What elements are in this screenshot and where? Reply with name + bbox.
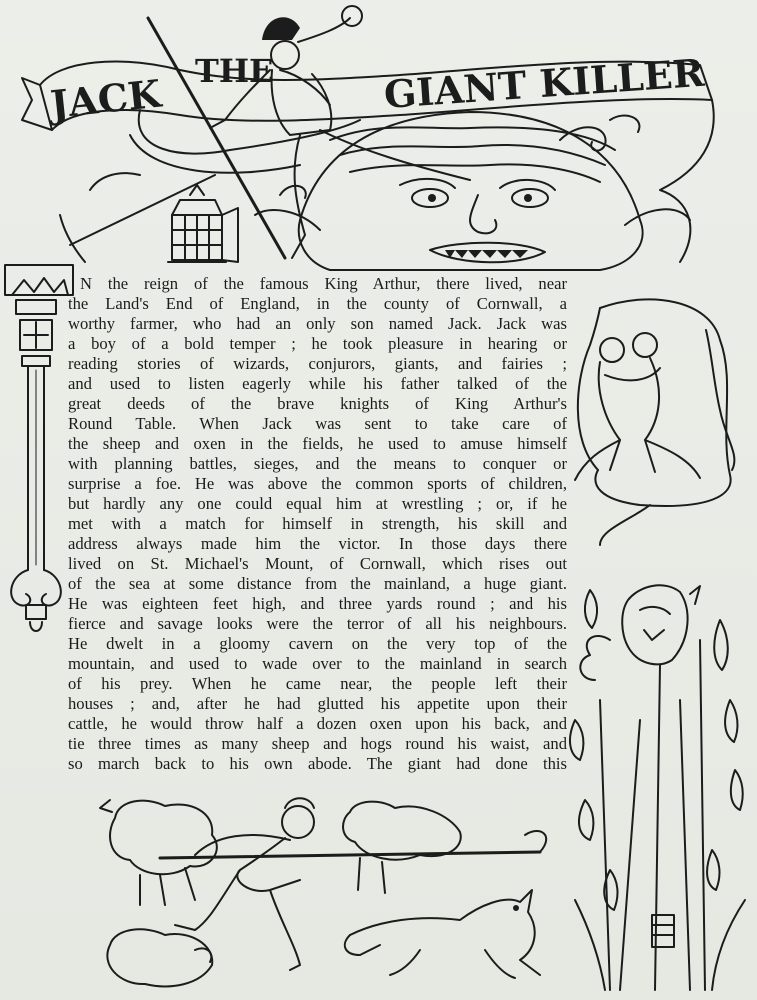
text-line: lived on St. Michael's Mount, of Cornwall, which rises out (68, 554, 567, 573)
text-line: He dwelt in a gloomy cavern on the very top of the (68, 634, 567, 653)
text-line: tie three times as many sheep and hogs round his waist, and (68, 734, 567, 753)
text-line: so march back to his own abode. The giant had done this (68, 754, 567, 773)
text-line: great deeds of the brave knights of King Arthur's (68, 394, 567, 413)
text-line: Round Table. When Jack was sent to take care of (68, 414, 567, 433)
text-line: of his prey. When he came near, the people left their (68, 674, 567, 693)
text-line: the Land's End of England, in the county of Cornwall, a (68, 294, 567, 313)
text-line: address always made him the victor. In those days there (68, 534, 567, 553)
title-word-the: THE (195, 52, 274, 90)
text-line: mountain, and used to wade over to the mainland in search (68, 654, 567, 673)
title-word-jack: JACK (48, 70, 164, 127)
text-line: with planning battles, sieges, and the means to conquer or (68, 454, 567, 473)
text-line: surprise a foe. He was above the common sports of children, (68, 474, 567, 493)
text-line: N the reign of the famous King Arthur, there lived, near (80, 274, 567, 293)
text-line: fierce and savage looks were the terror of all his neighbours. (68, 614, 567, 633)
text-line: and used to listen eagerly while his father talked of the (68, 374, 567, 393)
text-line: He was eighteen feet high, and three yards round ; and his (68, 594, 567, 613)
text-line: houses ; and, after he had glutted his appetite upon their (68, 694, 567, 713)
text-line: but hardly any one could equal him at wrestling ; or, if he (68, 494, 567, 513)
drop-cap-letter (22, 276, 62, 616)
text-line: reading stories of wizards, conjurors, giants, and fairies ; (68, 354, 567, 373)
title-giant-killer: GIANT KILLER (382, 49, 706, 117)
text-line: the sheep and oxen in the fields, he used to amuse himself (68, 434, 567, 453)
text-line: a boy of a bold temper ; he took pleasure in hearing or (68, 334, 567, 353)
text-line: of the sea at some distance from the mainland, a huge giant. (68, 574, 567, 593)
text-line: met with a match for himself in strength, his skill and (68, 514, 567, 533)
text-line: cattle, he would throw half a dozen oxen upon his back, and (68, 714, 567, 733)
text-line: worthy farmer, who had an only son named Jack. Jack was (68, 314, 567, 333)
